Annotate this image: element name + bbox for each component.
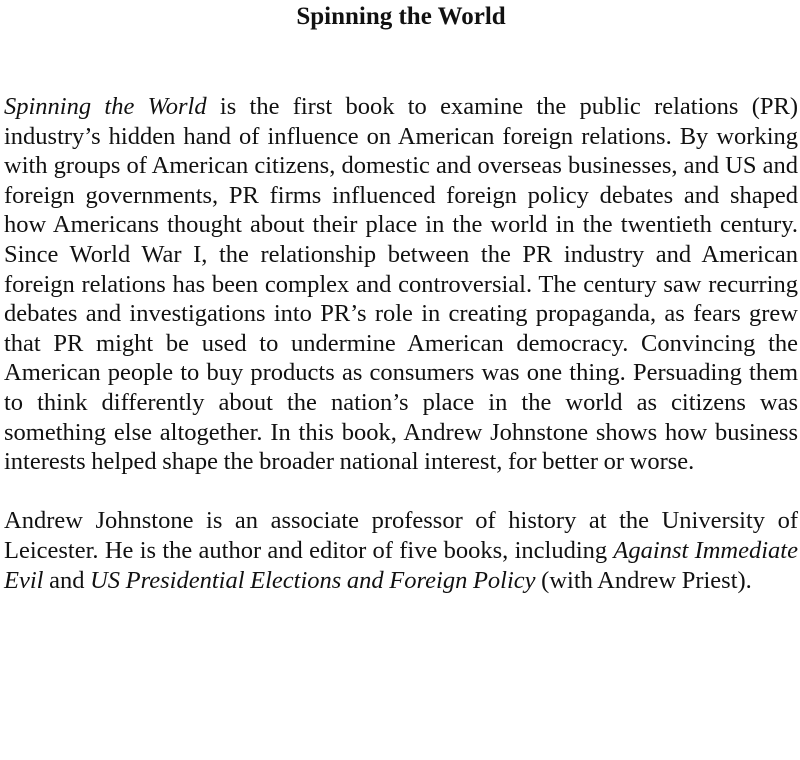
- bio-book-2-title: US Presidential Elections and Foreign Policy: [90, 566, 536, 594]
- bio-text-3: (with Andrew Priest).: [535, 566, 752, 594]
- blurb-text: is the first book to examine the public relations (PR) industry’s hidden hand of influence on American foreign relations. By working with groups of American citizens, domestic and overseas businesses, and US and foreign governments, PR firms influenced foreign policy debates and shaped how Americans thought about their place in the world in the twentieth century. Since World War I, the relationship between the PR industry and American foreign relations has been complex and controversial. The century saw recurring debates and investigations into PR’s role in creating propaganda, as fears grew that PR might be used to undermine American democracy. Convincing the American people to buy products as consumers was one thing. Persuading them to think differently about the nation’s place in the world as citizens was something else altogether. In this book, Andrew Johnstone shows how business interests helped shape the broader national interest, for better or worse.: [4, 93, 798, 476]
- author-bio-paragraph: [4, 506, 798, 595]
- bio-book-1-title: Against Immediate Evil: [4, 536, 798, 594]
- bio-text-2: and: [43, 566, 91, 594]
- blurb-book-title: Spinning the World: [4, 93, 207, 120]
- book-blurb-paragraph: [4, 92, 798, 477]
- page-title: Spinning the World: [296, 3, 506, 30]
- bio-text-1: Andrew Johnstone is an associate professor of history at the University of Leicester. He is the author and editor of five books, including: [4, 507, 798, 564]
